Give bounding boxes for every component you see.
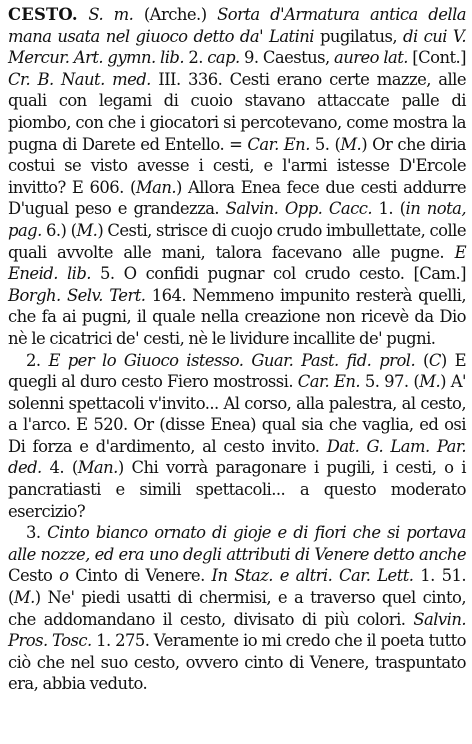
italic-text-run: di cui V. Mercur. Art. gymn. lib. bbox=[8, 26, 466, 68]
italic-text-run: In Staz. e altri. Car. Lett. bbox=[211, 566, 414, 586]
text-run: pugilatus, bbox=[313, 26, 403, 46]
text-run: 3. bbox=[26, 523, 48, 543]
text-run: III. 336. Cesti erano certe mazze, alle quali con legami di cuoio stavano attaccate palle di piombo, con che i giocatori si percotevano, come mostra la pugna di Darete ed Entello. = bbox=[8, 69, 467, 154]
italic-text-run: Car. En. bbox=[297, 372, 361, 392]
text-run: Cesto bbox=[8, 566, 60, 586]
italic-text-run: cap. bbox=[207, 48, 240, 68]
text-run: 5. O confidi pugnar col crudo cesto. [Cam.] bbox=[90, 264, 467, 284]
text-run: ) Chi vorrà paragonare i pugili, i cesti, o i pancratiasti e simili spettacoli... a questo moderato esercizio? bbox=[8, 458, 466, 521]
italic-text-run: E per lo Giuoco istesso. Guar. Past. fid. prol. bbox=[48, 350, 416, 370]
italic-text-run: M. bbox=[419, 372, 441, 392]
text-run: 1. 275. Veramente io mi credo che il poeta tutto ciò che nel suo cesto, ovvero cinto di Venere, traspuntato era, abbia veduto. bbox=[8, 631, 466, 694]
italic-text-run: Salvin. Opp. Cacc. bbox=[225, 199, 372, 219]
text-run: ) A' solenni spettacoli v'invito... Al corso, alla palestra, al cesto, a l'arco. E 520. Or (disse Enea) qual sia che vaglia, ed osi Di forza e d'ardimento, al cesto invito. bbox=[8, 372, 467, 456]
italic-text-run: E Eneid. lib. bbox=[8, 242, 466, 284]
text-run: 1. ( bbox=[372, 199, 406, 219]
text-run: 164. Nemmeno impunito resterà quelli, che fa ai pugni, il quale nella creazione non ricevè da Dio nè le cicatrici de' cesti, nè le lividure incallite de' pugni. bbox=[8, 285, 466, 348]
entry-paragraph-2 bbox=[8, 350, 466, 523]
headword: CESTO. bbox=[8, 5, 78, 24]
text-run: ( bbox=[415, 350, 429, 370]
text-run: ) Or che diria costui se visto avesse i cesti, e l'armi istesse D'Ercole invitto? E 606. ( bbox=[8, 134, 466, 197]
text-run: Cinto di Venere. bbox=[68, 566, 212, 586]
text-run: ) Cesti, strisce di cuojo crudo imbullettate, colle quali avvolte alle mani, talora facevano alle pugne. bbox=[8, 220, 466, 262]
text-run: ) E quegli al duro cesto Fiero mostrossi. bbox=[8, 350, 467, 392]
italic-text-run: Borgh. Selv. Tert. bbox=[8, 285, 146, 305]
text-run bbox=[78, 5, 89, 24]
text-run: 4. ( bbox=[41, 458, 78, 478]
entry-text-2 bbox=[8, 351, 466, 521]
italic-text-run: Sorta d'Armatura antica della mana usata nel giuoco detto da' Latini bbox=[8, 5, 466, 46]
italic-text-run: o bbox=[59, 566, 69, 586]
text-run: 5. 97. ( bbox=[360, 372, 420, 392]
italic-text-run: S. m. bbox=[88, 5, 134, 24]
text-run: 2. bbox=[26, 350, 49, 370]
entry-text-1 bbox=[8, 5, 466, 348]
text-run: 9. Caestus, bbox=[239, 48, 335, 68]
italic-text-run: C bbox=[428, 350, 441, 370]
text-run: ) Allora Enea fece due cesti addurre D'ugual peso e grandezza. bbox=[8, 177, 467, 219]
italic-text-run: Man. bbox=[135, 177, 176, 197]
entry-paragraph-1 bbox=[8, 4, 466, 350]
italic-text-run: Salvin. Pros. Tosc. bbox=[8, 609, 466, 651]
text-run: 2. bbox=[184, 48, 208, 68]
text-run: ) Ne' piedi usatti di chermisi, e a traverso quel cinto, che addomandano il cesto, divisato di più colori. bbox=[8, 588, 466, 629]
text-run: 5. ( bbox=[309, 134, 341, 154]
italic-text-run: M. bbox=[13, 588, 35, 608]
italic-text-run: Car. En. bbox=[247, 134, 310, 154]
italic-text-run: M. bbox=[76, 220, 98, 240]
entry-paragraph-3 bbox=[8, 522, 466, 695]
italic-text-run: Cr. B. Naut. med. bbox=[8, 69, 151, 89]
text-run: 6.) ( bbox=[41, 220, 77, 240]
entry-text-3 bbox=[8, 523, 466, 693]
italic-text-run: in nota, pag. bbox=[8, 199, 466, 240]
italic-text-run: M. bbox=[340, 134, 362, 154]
italic-text-run: Man. bbox=[77, 458, 118, 478]
italic-text-run: Dat. G. Lam. Par. ded. bbox=[8, 436, 467, 478]
italic-text-run: Cinto bianco ornato di gioje e di fiori che si portava alle nozze, ed era uno degli attributi di Venere detto anche bbox=[8, 523, 466, 564]
text-run: (Arche.) bbox=[133, 5, 218, 24]
italic-text-run: aureo lat. bbox=[334, 48, 408, 68]
text-run: 1. 51. ( bbox=[8, 566, 466, 608]
text-run: [Cont.] bbox=[407, 48, 466, 68]
